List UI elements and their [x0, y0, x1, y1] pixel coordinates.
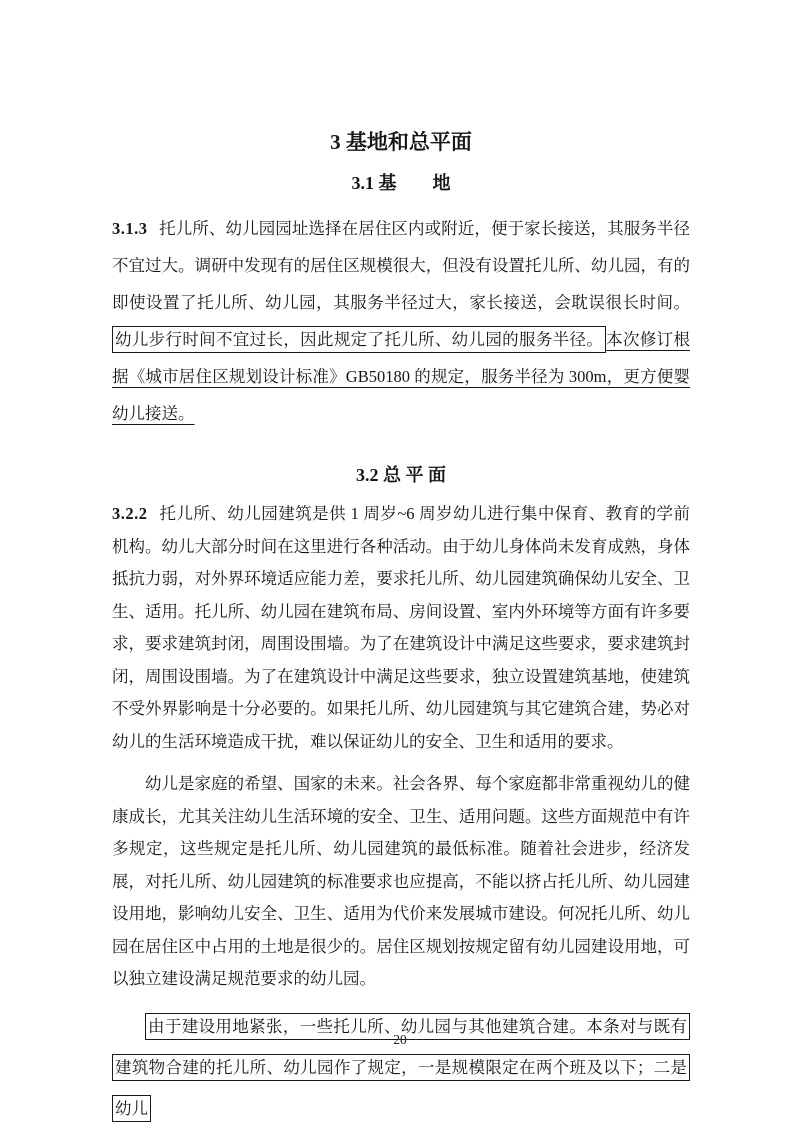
clause-3-1-3-paragraph: [112, 210, 690, 432]
clause-3-2-2-paragraph-2: 幼儿是家庭的希望、国家的未来。社会各界、每个家庭都非常重视幼儿的健康成长，尤其关注幼儿生活环境的安全、卫生、适用问题。这些方面规范中有许多规定，这些规定是托儿所、幼儿园建筑的最低标准。随着社会进步，经济发展，对托儿所、幼儿园建筑的标准要求也应提高，不能以挤占托儿所、幼儿园建设用地，影响幼儿安全、卫生、适用为代价来发展城市建设。何况托儿所、幼儿园在居住区中占用的土地是很少的。居住区规划按规定留有幼儿园建设用地，可以独立建设满足规范要求的幼儿园。: [112, 774, 690, 988]
section-3-2-heading: 3.2 总 平 面: [356, 465, 446, 485]
clause-3-1-3-boxed-revision: 幼儿步行时间不宜过长，因此规定了托儿所、幼儿园的服务半径。: [112, 326, 606, 353]
chapter-title: 3 基地和总平面: [330, 130, 472, 154]
clause-3-2-2-text: 托儿所、幼儿园建筑是供 1 周岁~6 周岁幼儿进行集中保育、教育的学前机构。幼儿大部分时间在这里进行各种活动。由于幼儿身体尚未发育成熟，身体抵抗力弱，对外界环境适应能力差，要求托儿所、幼儿园建筑确保幼儿安全、卫生、适用。托儿所、幼儿园在建筑布局、房间设置、室内外环境等方面有许多要求，要求建筑封闭，周围设围墙。为了在建筑设计中满足这些要求，要求建筑封闭，周围设围墙。为了在建筑设计中满足这些要求，独立设置建筑基地，使建筑不受外界影响是十分必要的。如果托儿所、幼儿园建筑与其它建筑合建，势必对幼儿的生活环境造成干扰，难以保证幼儿的安全、卫生和适用的要求。: [112, 504, 690, 751]
clause-3-1-3-underlined-revision: 本次修订根据《城市居住区规划设计标准》GB50180 的规定，服务半径为 300m，更方便婴幼儿接送。: [112, 330, 691, 423]
clause-3-2-2-paragraph: [112, 498, 690, 758]
page-number: 20: [393, 1032, 407, 1047]
clause-3-2-2-boxed-revision: 由于建设用地紧张，一些托儿所、幼儿园与其他建筑合建。本条对与既有建筑物合建的托儿所、幼儿园作了规定，一是规模限定在两个班及以下；二是幼儿: [112, 1013, 690, 1122]
clause-3-1-3-text: 托儿所、幼儿园园址选择在居住区内或附近，便于家长接送，其服务半径不宜过大。调研中发现有的居住区规模很大，但没有设置托儿所、幼儿园，有的即使设置了托儿所、幼儿园，其服务半径过大，家长接送，会耽误很长时间。: [112, 219, 690, 312]
clause-3-2-2-label: 3.2.2: [112, 504, 148, 523]
clause-3-1-3-label: 3.1.3: [112, 219, 148, 238]
page-content: [112, 128, 690, 1131]
clause-3-2-2-boxed-paragraph: [112, 1006, 690, 1129]
section-3-1-heading: 3.1 基 地: [351, 173, 451, 193]
